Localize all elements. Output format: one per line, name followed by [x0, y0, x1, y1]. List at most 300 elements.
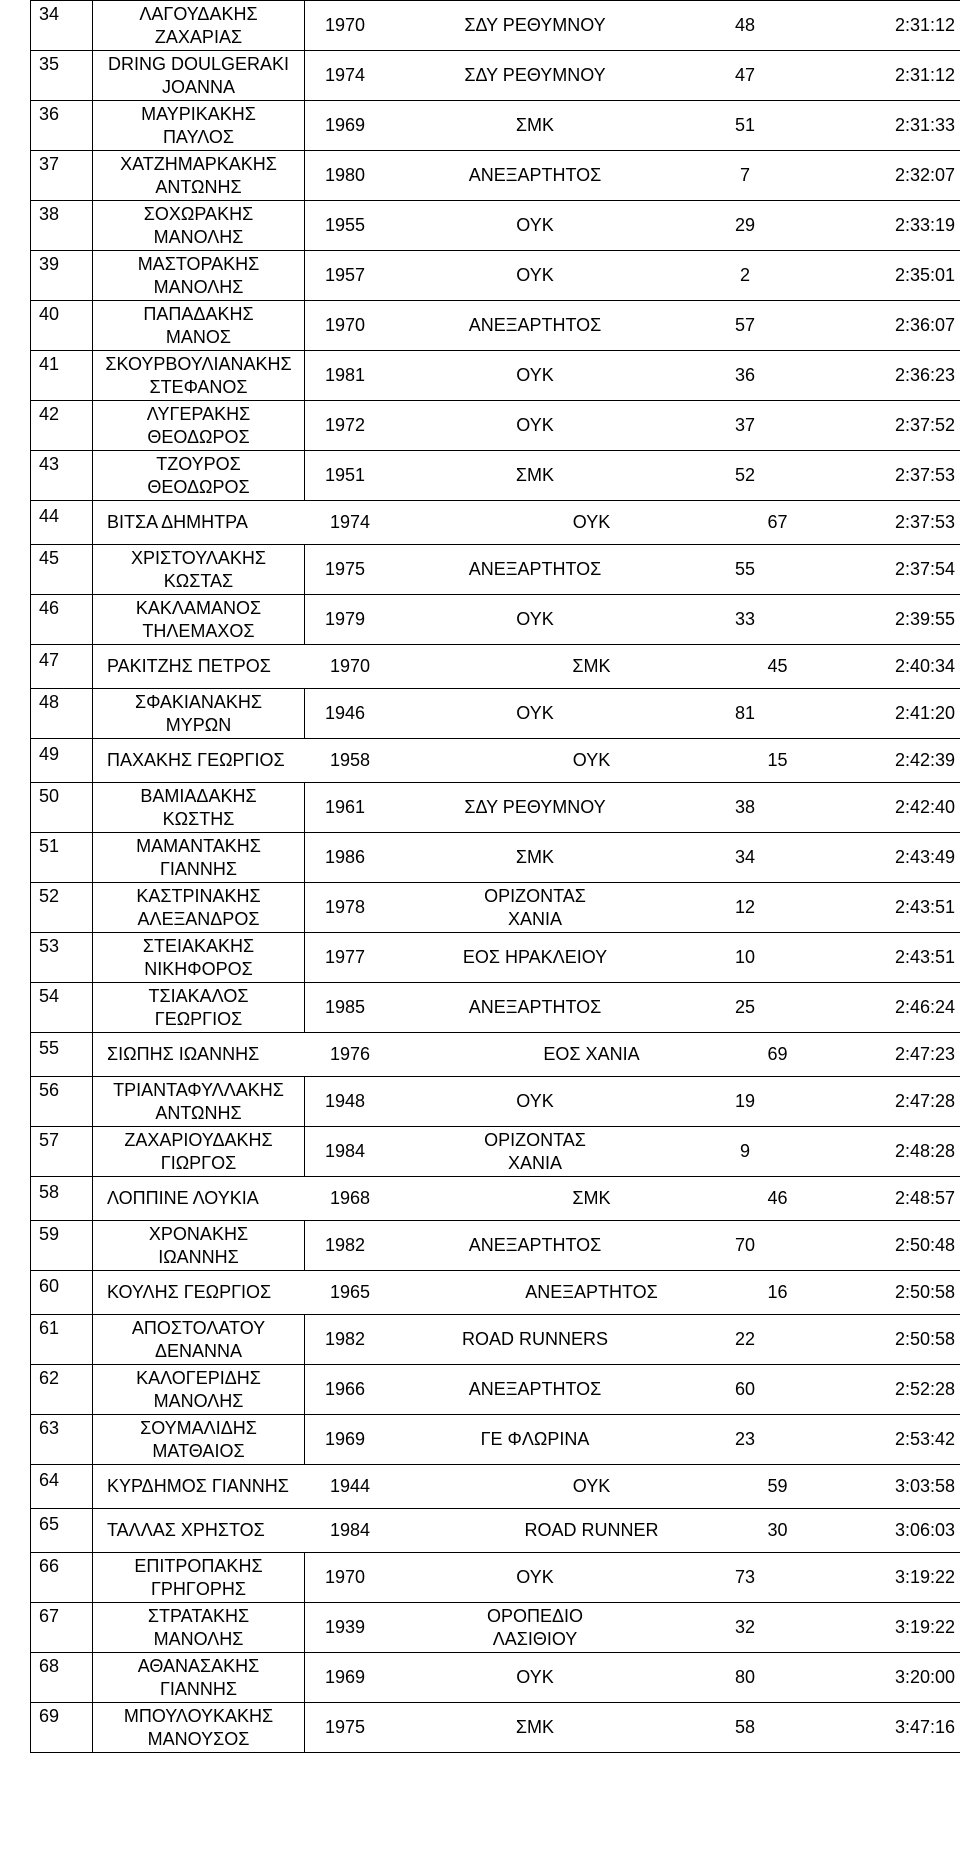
finish-time: 2:37:52 [894, 415, 955, 435]
club-line-1: ΟΥΚ [516, 415, 554, 435]
club-name [405, 364, 665, 387]
row-fields [305, 885, 960, 931]
position-cell: 61 [31, 1315, 93, 1365]
club-line-1: ΑΝΕΞΑΡΤΗΤΟΣ [468, 165, 602, 185]
runner-name: ΡΑΚΙΤΖΗΣ ΠΕΤΡΟΣ [107, 656, 271, 676]
table-row [31, 1415, 960, 1465]
birth-year: 1974 [325, 65, 366, 85]
bib-number: 59 [767, 1476, 788, 1496]
runner-firstname: ΓΙΩΡΓΟΣ [160, 1153, 237, 1173]
row-fields [305, 264, 960, 287]
runner-name [93, 251, 305, 301]
bib-number: 12 [734, 897, 756, 917]
results-body [31, 1, 960, 1753]
finish-time: 2:47:23 [894, 1044, 955, 1064]
runner-firstname: ΑΝΤΩΝΗΣ [155, 177, 242, 197]
finish-time: 2:48:57 [894, 1188, 955, 1208]
finish-time: 2:40:34 [894, 656, 955, 676]
bib-number: 33 [734, 609, 756, 629]
club-name [405, 1234, 665, 1257]
table-row [31, 101, 960, 151]
position-cell: 64 [31, 1465, 93, 1509]
birth-year: 1986 [325, 847, 366, 867]
runner-surname: ΧΡΟΝΑΚΗΣ [148, 1224, 249, 1244]
bib-number: 38 [734, 797, 756, 817]
position-cell: 53 [31, 933, 93, 983]
runner-name: ΛΟΠΠΙΝΕ ΛΟΥΚΙΑ [107, 1188, 259, 1208]
row-fields [305, 702, 960, 725]
club-line-1: ΟΥΚ [516, 265, 554, 285]
position-cell: 51 [31, 833, 93, 883]
club-line-1: ΣΔΥ ΡΕΘΥΜΝΟΥ [464, 65, 606, 85]
table-row [31, 933, 960, 983]
bib-number: 36 [734, 365, 756, 385]
runner-name [93, 1127, 305, 1177]
table-row [31, 1271, 960, 1315]
row-data-cell [305, 1, 960, 51]
row-data-cell [305, 351, 960, 401]
row-data-cell [305, 595, 960, 645]
club-name [405, 1328, 665, 1351]
table-row [31, 451, 960, 501]
club-line-1: ΑΝΕΞΑΡΤΗΤΟΣ [468, 1379, 602, 1399]
runner-name [93, 1315, 305, 1365]
runner-name [93, 1653, 305, 1703]
row-fields [305, 14, 960, 37]
row-fields [305, 1428, 960, 1451]
bib-number: 7 [739, 165, 750, 185]
runner-firstname: ΓΡΗΓΟΡΗΣ [151, 1579, 246, 1599]
runner-surname: ΛΥΓΕΡΑΚΗΣ [146, 404, 251, 424]
runner-firstname: ΓΙΑΝΝΗΣ [159, 1679, 238, 1699]
runner-name [93, 351, 305, 401]
position-cell: 54 [31, 983, 93, 1033]
row-data-cell [305, 1315, 960, 1365]
club-name [405, 608, 665, 631]
finish-time: 2:43:49 [894, 847, 955, 867]
row-fields [305, 946, 960, 969]
row-fields [305, 1605, 960, 1651]
runner-name [93, 201, 305, 251]
runner-firstname: ΜΑΤΘΑΙΟΣ [152, 1441, 245, 1461]
birth-year: 1939 [325, 1617, 366, 1637]
bib-number: 10 [734, 947, 756, 967]
row-fields [305, 364, 960, 387]
table-row [31, 1465, 960, 1509]
row-data-cell [305, 1415, 960, 1465]
runner-firstname: ΣΤΕΦΑΝΟΣ [149, 377, 248, 397]
bib-number: 19 [734, 1091, 756, 1111]
bib-number: 52 [734, 465, 756, 485]
position-cell: 43 [31, 451, 93, 501]
birth-year: 1982 [325, 1329, 366, 1349]
bib-number: 45 [767, 656, 788, 676]
table-row [31, 151, 960, 201]
row-fields [305, 1566, 960, 1589]
birth-year: 1970 [330, 656, 371, 676]
position-cell: 42 [31, 401, 93, 451]
finish-time: 2:50:58 [894, 1282, 955, 1302]
row-data-cell [93, 1271, 960, 1315]
position-cell: 39 [31, 251, 93, 301]
row-fields [305, 1090, 960, 1113]
runner-surname: ΜΑΥΡΙΚΑΚΗΣ [141, 104, 256, 124]
club-name: ΟΥΚ [572, 512, 611, 532]
club-line-1: ΓΕ ΦΛΩΡΙΝΑ [480, 1429, 590, 1449]
row-fields [93, 1187, 960, 1210]
club-line-1: ΟΥΚ [516, 1091, 554, 1111]
position-cell: 48 [31, 689, 93, 739]
runner-surname: ΕΠΙΤΡΟΠΑΚΗΣ [134, 1556, 263, 1576]
finish-time: 2:48:28 [894, 1141, 955, 1161]
runner-surname: DRING DOULGERAKI [107, 54, 290, 74]
birth-year: 1978 [325, 897, 366, 917]
birth-year: 1982 [325, 1235, 366, 1255]
runner-surname: ΤΖΟΥΡΟΣ [156, 454, 241, 474]
row-data-cell [305, 251, 960, 301]
row-fields [305, 796, 960, 819]
runner-firstname: ΜΑΝΟΛΗΣ [153, 1391, 244, 1411]
position-cell: 68 [31, 1653, 93, 1703]
table-row [31, 251, 960, 301]
table-row [31, 351, 960, 401]
row-fields [305, 214, 960, 237]
runner-surname: ΣΟΧΩΡΑΚΗΣ [143, 204, 254, 224]
finish-time: 2:43:51 [894, 947, 955, 967]
runner-firstname: JOANNA [161, 77, 235, 97]
bib-number: 32 [734, 1617, 756, 1637]
position-cell: 38 [31, 201, 93, 251]
table-row [31, 1127, 960, 1177]
row-fields [93, 1043, 960, 1066]
runner-surname: ΤΣΙΑΚΑΛΟΣ [148, 986, 249, 1006]
row-fields [305, 1666, 960, 1689]
table-row [31, 1703, 960, 1753]
runner-name [93, 545, 305, 595]
bib-number: 34 [734, 847, 756, 867]
row-fields [305, 1234, 960, 1257]
row-data-cell [305, 783, 960, 833]
runner-name [93, 1703, 305, 1753]
finish-time: 2:36:23 [894, 365, 955, 385]
runner-firstname: ΘΕΟΔΩΡΟΣ [147, 477, 250, 497]
row-data-cell [93, 645, 960, 689]
table-row [31, 595, 960, 645]
birth-year: 1974 [330, 512, 371, 532]
club-line-2: ΛΑΣΙΘΙΟΥ [492, 1628, 578, 1649]
row-data-cell [305, 51, 960, 101]
position-cell: 44 [31, 501, 93, 545]
table-row [31, 1221, 960, 1271]
club-line-1: ΑΝΕΞΑΡΤΗΤΟΣ [468, 997, 602, 1017]
runner-firstname: ΜΑΝΟΥΣΟΣ [147, 1729, 250, 1749]
runner-firstname: ΜΑΝΟΣ [165, 327, 232, 347]
table-row [31, 1509, 960, 1553]
club-line-1: ΑΝΕΞΑΡΤΗΤΟΣ [468, 315, 602, 335]
birth-year: 1951 [325, 465, 366, 485]
row-data-cell [305, 451, 960, 501]
club-line-1: ΣΜΚ [515, 847, 555, 867]
club-name [405, 1090, 665, 1113]
birth-year: 1966 [325, 1379, 366, 1399]
bib-number: 51 [734, 115, 756, 135]
club-line-1: ΣΜΚ [515, 465, 555, 485]
runner-name [93, 1077, 305, 1127]
runner-surname: ΠΑΠΑΔΑΚΗΣ [143, 304, 254, 324]
row-data-cell [305, 1603, 960, 1653]
table-row [31, 401, 960, 451]
row-data-cell [305, 1365, 960, 1415]
runner-surname: ΧΑΤΖΗΜΑΡΚΑΚΗΣ [120, 154, 277, 174]
runner-name [93, 833, 305, 883]
birth-year: 1969 [325, 1667, 366, 1687]
runner-name [93, 1221, 305, 1271]
table-row [31, 1033, 960, 1077]
club-line-1: ΣΔΥ ΡΕΘΥΜΝΟΥ [464, 15, 606, 35]
bib-number: 30 [767, 1520, 788, 1540]
row-data-cell [305, 545, 960, 595]
table-row [31, 1553, 960, 1603]
finish-time: 2:50:58 [894, 1329, 955, 1349]
birth-year: 1958 [330, 750, 371, 770]
position-cell: 45 [31, 545, 93, 595]
table-row [31, 1603, 960, 1653]
runner-surname: ΤΡΙΑΝΤΑΦΥΛΛΑΚΗΣ [113, 1080, 284, 1100]
club-line-1: ΟΥΚ [516, 365, 554, 385]
club-line-1: ΕΟΣ ΗΡΑΚΛΕΙΟΥ [462, 947, 608, 967]
row-data-cell [93, 1509, 960, 1553]
runner-surname: ΑΘΑΝΑΣΑΚΗΣ [137, 1656, 260, 1676]
row-data-cell [305, 1077, 960, 1127]
finish-time: 3:19:22 [894, 1617, 955, 1637]
row-fields [305, 846, 960, 869]
runner-name [93, 101, 305, 151]
runner-surname: ΣΦΑΚΙΑΝΑΚΗΣ [134, 692, 263, 712]
birth-year: 1975 [325, 1717, 366, 1737]
runner-firstname: ΑΛΕΞΑΝΔΡΟΣ [137, 909, 260, 929]
finish-time: 2:31:12 [894, 15, 955, 35]
birth-year: 1980 [325, 165, 366, 185]
table-row [31, 1077, 960, 1127]
club-name [405, 1378, 665, 1401]
position-cell: 40 [31, 301, 93, 351]
runner-firstname: ΚΩΣΤΗΣ [162, 809, 235, 829]
position-cell: 46 [31, 595, 93, 645]
position-cell: 41 [31, 351, 93, 401]
runner-surname: ΣΟΥΜΑΛΙΔΗΣ [140, 1418, 257, 1438]
position-cell: 34 [31, 1, 93, 51]
runner-surname: ΣΤΕΙΑΚΑΚΗΣ [142, 936, 255, 956]
finish-time: 2:32:07 [894, 165, 955, 185]
club-line-1: ΑΝΕΞΑΡΤΗΤΟΣ [468, 1235, 602, 1255]
runner-firstname: ΖΑΧΑΡΙΑΣ [154, 27, 243, 47]
position-cell: 37 [31, 151, 93, 201]
runner-name: ΣΙΩΠΗΣ ΙΩΑΝΝΗΣ [107, 1044, 260, 1064]
position-cell: 66 [31, 1553, 93, 1603]
table-row [31, 301, 960, 351]
bib-number: 60 [734, 1379, 756, 1399]
club-name [405, 414, 665, 437]
bib-number: 2 [739, 265, 750, 285]
runner-name [93, 151, 305, 201]
row-fields [93, 749, 960, 772]
club-line-1: ΟΥΚ [516, 215, 554, 235]
runner-firstname: ΤΗΛΕΜΑΧΟΣ [142, 621, 255, 641]
runner-firstname: ΜΑΝΟΛΗΣ [153, 1629, 244, 1649]
position-cell: 65 [31, 1509, 93, 1553]
finish-time: 2:43:51 [894, 897, 955, 917]
row-fields [305, 114, 960, 137]
birth-year: 1957 [325, 265, 366, 285]
runner-name [93, 595, 305, 645]
club-line-1: ΟΡΙΖΟΝΤΑΣ [484, 885, 586, 906]
birth-year: 1981 [325, 365, 366, 385]
runner-name [93, 401, 305, 451]
row-data-cell [305, 983, 960, 1033]
bib-number: 22 [734, 1329, 756, 1349]
runner-name [93, 1603, 305, 1653]
finish-time: 2:31:12 [894, 65, 955, 85]
bib-number: 70 [734, 1235, 756, 1255]
bib-number: 9 [739, 1141, 750, 1161]
birth-year: 1976 [330, 1044, 371, 1064]
row-fields [93, 1519, 960, 1542]
position-cell: 67 [31, 1603, 93, 1653]
birth-year: 1985 [325, 997, 366, 1017]
runner-name: ΚΥΡΔΗΜΟΣ ΓΙΑΝΝΗΣ [107, 1476, 289, 1496]
table-row [31, 645, 960, 689]
runner-firstname: ΙΩΑΝΝΗΣ [158, 1247, 239, 1267]
table-row [31, 833, 960, 883]
club-line-1: ΣΜΚ [515, 1717, 555, 1737]
club-name [405, 264, 665, 287]
birth-year: 1955 [325, 215, 366, 235]
birth-year: 1969 [325, 1429, 366, 1449]
runner-name [93, 983, 305, 1033]
club-name [405, 14, 665, 37]
row-fields [93, 511, 960, 534]
runner-firstname: ΔΕΝΑΝΝΑ [154, 1341, 243, 1361]
runner-name [93, 1553, 305, 1603]
row-data-cell [305, 201, 960, 251]
row-fields [93, 1281, 960, 1304]
club-name: ROAD RUNNER [524, 1520, 659, 1540]
club-line-2: ΧΑΝΙΑ [507, 1152, 563, 1173]
club-line-1: ΟΡΟΠΕΔΙΟ [486, 1605, 584, 1626]
position-cell: 36 [31, 101, 93, 151]
runner-surname: ΖΑΧΑΡΙΟΥΔΑΚΗΣ [124, 1130, 273, 1150]
birth-year: 1984 [330, 1520, 371, 1540]
runner-surname: ΜΠΟΥΛΟΥΚΑΚΗΣ [123, 1706, 274, 1726]
runner-surname: ΒΑΜΙΑΔΑΚΗΣ [140, 786, 257, 806]
birth-year: 1977 [325, 947, 366, 967]
club-line-1: ΟΥΚ [516, 1567, 554, 1587]
birth-year: 1984 [325, 1141, 366, 1161]
birth-year: 1970 [325, 315, 366, 335]
finish-time: 3:06:03 [894, 1520, 955, 1540]
club-name [405, 64, 665, 87]
row-fields [305, 558, 960, 581]
club-name [405, 996, 665, 1019]
position-cell: 55 [31, 1033, 93, 1077]
runner-firstname: ΜΑΝΟΛΗΣ [153, 277, 244, 297]
runner-firstname: ΚΩΣΤΑΣ [163, 571, 234, 591]
row-fields [305, 64, 960, 87]
runner-surname: ΚΑΛΟΓΕΡΙΔΗΣ [136, 1368, 261, 1388]
row-fields [93, 1475, 960, 1498]
club-name: ΑΝΕΞΑΡΤΗΤΟΣ [525, 1282, 658, 1302]
finish-time: 2:46:24 [894, 997, 955, 1017]
runner-name: ΚΟΥΛΗΣ ΓΕΩΡΓΙΟΣ [107, 1282, 272, 1302]
finish-time: 3:03:58 [894, 1476, 955, 1496]
row-fields [305, 996, 960, 1019]
table-row [31, 983, 960, 1033]
runner-firstname: ΑΝΤΩΝΗΣ [155, 1103, 242, 1123]
club-name: ΟΥΚ [572, 1476, 611, 1496]
runner-firstname: ΜΑΝΟΛΗΣ [153, 227, 244, 247]
row-data-cell [305, 1127, 960, 1177]
row-fields [305, 1716, 960, 1739]
birth-year: 1970 [325, 15, 366, 35]
runner-firstname: ΝΙΚΗΦΟΡΟΣ [144, 959, 253, 979]
table-row [31, 1653, 960, 1703]
finish-time: 2:50:48 [894, 1235, 955, 1255]
birth-year: 1944 [330, 1476, 371, 1496]
runner-name [93, 883, 305, 933]
finish-time: 3:19:22 [894, 1567, 955, 1587]
finish-time: 3:20:00 [894, 1667, 955, 1687]
birth-year: 1965 [330, 1282, 371, 1302]
finish-time: 2:39:55 [894, 609, 955, 629]
row-data-cell [305, 101, 960, 151]
table-row [31, 51, 960, 101]
finish-time: 2:37:54 [894, 559, 955, 579]
runner-name [93, 1415, 305, 1465]
row-data-cell [305, 1553, 960, 1603]
table-row [31, 1, 960, 51]
finish-time: 2:42:40 [894, 797, 955, 817]
row-fields [305, 414, 960, 437]
club-name [405, 314, 665, 337]
row-fields [305, 1378, 960, 1401]
runner-surname: ΜΑΣΤΟΡΑΚΗΣ [137, 254, 260, 274]
runner-name [93, 301, 305, 351]
position-cell: 58 [31, 1177, 93, 1221]
runner-surname: ΛΑΓΟΥΔΑΚΗΣ [139, 4, 258, 24]
runner-name [93, 1365, 305, 1415]
position-cell: 47 [31, 645, 93, 689]
table-row [31, 201, 960, 251]
runner-name [93, 451, 305, 501]
row-fields [93, 655, 960, 678]
bib-number: 23 [734, 1429, 756, 1449]
club-name [405, 558, 665, 581]
runner-surname: ΚΑΣΤΡΙΝΑΚΗΣ [136, 886, 261, 906]
runner-firstname: ΓΕΩΡΓΙΟΣ [154, 1009, 243, 1029]
club-name [405, 946, 665, 969]
club-line-1: ΟΥΚ [516, 1667, 554, 1687]
row-data-cell [305, 301, 960, 351]
club-line-1: ΟΥΚ [516, 609, 554, 629]
row-data-cell [93, 1465, 960, 1509]
club-line-1: ΟΡΙΖΟΝΤΑΣ [484, 1129, 586, 1150]
row-fields [305, 1328, 960, 1351]
runner-firstname: ΠΑΥΛΟΣ [162, 127, 235, 147]
position-cell: 62 [31, 1365, 93, 1415]
table-row [31, 1365, 960, 1415]
bib-number: 57 [734, 315, 756, 335]
bib-number: 48 [734, 15, 756, 35]
